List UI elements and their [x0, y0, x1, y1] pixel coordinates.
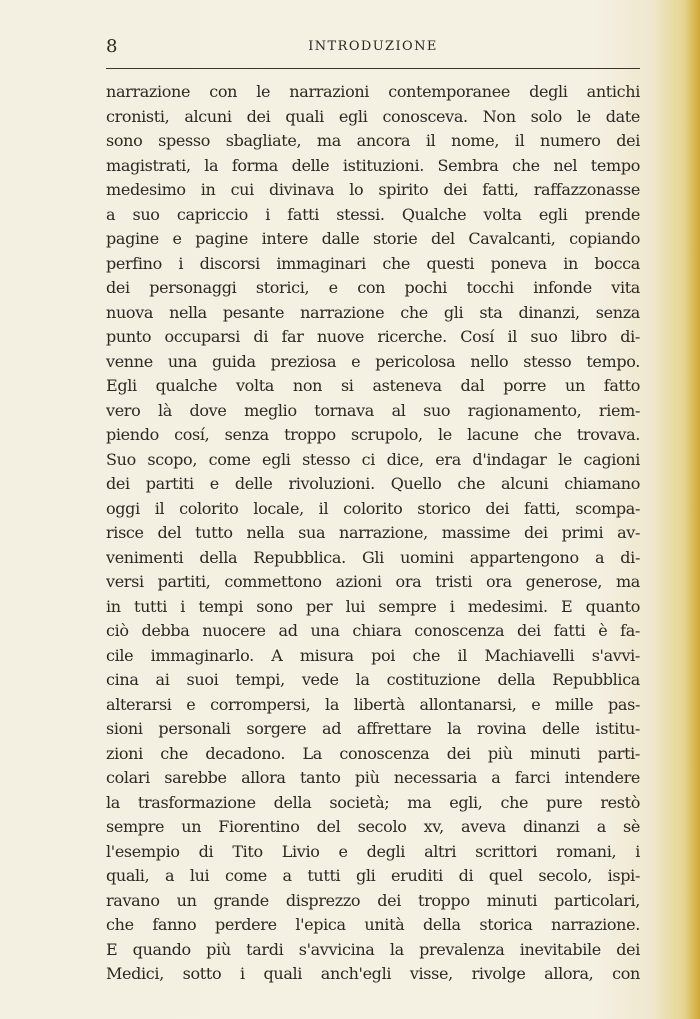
text-line: alterarsi e corrompersi, la libertà allontanarsi, e mille pas-	[106, 694, 640, 714]
page-edge-discoloration	[686, 0, 700, 1019]
text-line: cronisti, alcuni dei quali egli conosceva. Non solo le date	[106, 106, 640, 126]
text-line: E quando più tardi s'avvicina la prevalenza inevitabile dei	[106, 939, 640, 959]
text-line: dei partiti e delle rivoluzioni. Quello che alcuni chiamano	[106, 474, 640, 493]
text-line: dei personaggi storici, e con pochi tocchi infonde vita	[106, 278, 640, 297]
text-line: a suo capriccio i fatti stessi. Qualche volta egli prende	[106, 204, 640, 224]
body-text	[106, 80, 640, 987]
text-line: sioni personali sorgere ad affrettare la rovina delle istitu-	[106, 719, 640, 738]
text-line: risce del tutto nella sua narrazione, massime dei primi av-	[106, 523, 640, 542]
text-line: cile immaginarlo. A misura poi che il Machiavelli s'avvi-	[106, 645, 640, 665]
text-line: pagine e pagine intere dalle storie del Cavalcanti, copiando	[106, 229, 640, 248]
text-line: ravano un grande disprezzo dei troppo minuti particolari,	[106, 890, 640, 910]
text-line: in tutti i tempi sono per lui sempre i medesimi. E quanto	[106, 596, 640, 616]
header-rule	[106, 68, 640, 69]
text-line: medesimo in cui divinava lo spirito dei fatti, raffazzonasse	[106, 180, 640, 199]
text-line: che fanno perdere l'epica unità della storica narrazione.	[106, 915, 640, 934]
text-line: Egli qualche volta non si asteneva dal porre un fatto	[106, 376, 640, 395]
text-line: quali, a lui come a tutti gli eruditi di quel secolo, ispi-	[106, 866, 640, 885]
text-line: colari sarebbe allora tanto più necessaria a farci intendere	[106, 768, 640, 787]
text-line: perfino i discorsi immaginari che questi poneva in bocca	[106, 253, 640, 273]
text-line: piendo cosí, senza troppo scrupolo, le lacune che trovava.	[106, 425, 640, 444]
text-line: l'esempio di Tito Livio e degli altri scrittori romani, i	[106, 841, 640, 861]
text-line: versi partiti, commettono azioni ora tristi ora generose, ma	[106, 572, 640, 591]
text-line: vero là dove meglio tornava al suo ragionamento, riem-	[106, 400, 640, 420]
page-header	[106, 36, 640, 66]
text-line: ciò debba nuocere ad una chiara conoscenza dei fatti è fa-	[106, 621, 640, 640]
page-number: 8	[106, 36, 118, 57]
text-line: venne una guida preziosa e pericolosa nello stesso tempo.	[106, 351, 640, 371]
text-line: narrazione con le narrazioni contemporanee degli antichi	[106, 82, 640, 101]
text-line: sempre un Fiorentino del secolo xv, aveva dinanzi a sè	[106, 817, 640, 836]
text-line: sono spesso sbagliate, ma ancora il nome, il numero dei	[106, 131, 640, 150]
text-line: venimenti della Repubblica. Gli uomini appartengono a di-	[106, 547, 640, 567]
text-line: punto occuparsi di far nuove ricerche. Cosí il suo libro di-	[106, 327, 640, 346]
text-line: la trasformazione della società; ma egli, che pure restò	[106, 792, 640, 812]
text-line: oggi il colorito locale, il colorito storico dei fatti, scompa-	[106, 498, 640, 518]
running-head: INTRODUZIONE	[308, 39, 438, 54]
text-line: Medici, sotto i quali anch'egli visse, rivolge allora, con	[106, 964, 640, 983]
text-line: Suo scopo, come egli stesso ci dice, era d'indagar le cagioni	[106, 449, 640, 469]
text-line: cina ai suoi tempi, vede la costituzione della Repubblica	[106, 670, 640, 689]
text-line: nuova nella pesante narrazione che gli sta dinanzi, senza	[106, 302, 640, 322]
text-line: magistrati, la forma delle istituzioni. Sembra che nel tempo	[106, 155, 640, 175]
text-line: zioni che decadono. La conoscenza dei più minuti parti-	[106, 743, 640, 763]
